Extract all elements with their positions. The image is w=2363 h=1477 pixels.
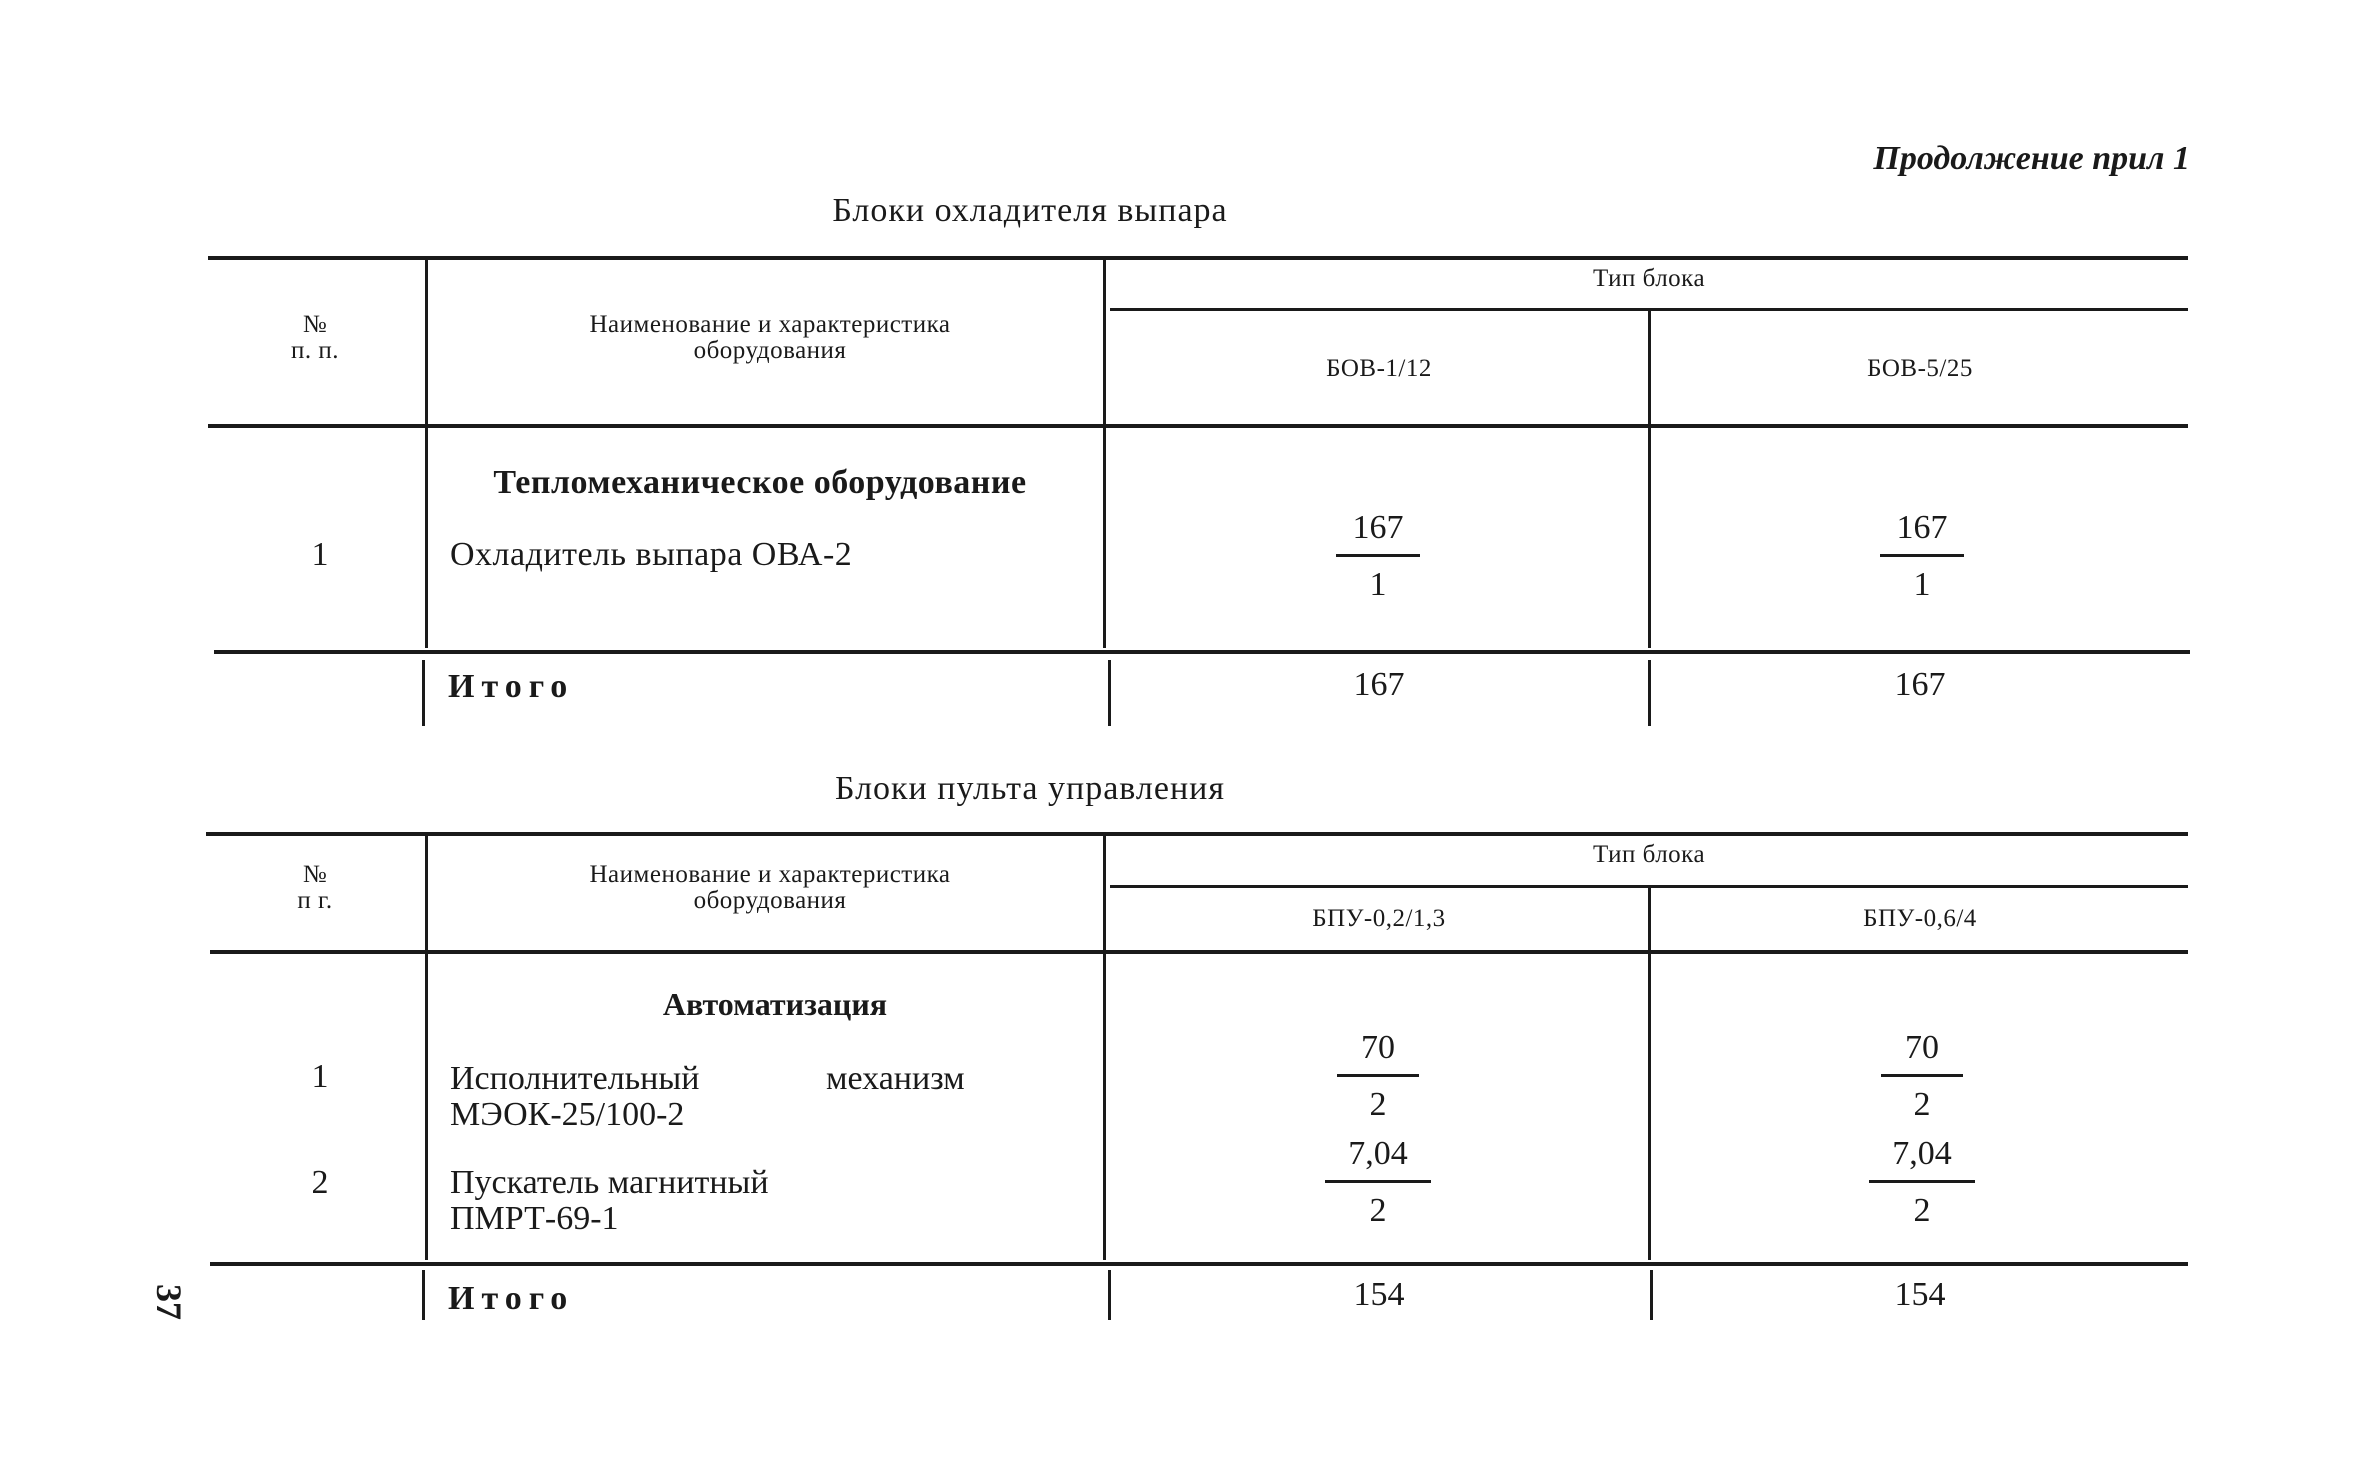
table1-title: Блоки охладителя выпара [832,192,1228,229]
table1-row1-num: 1 [311,536,329,573]
col-name-line1: Наименование и характеристика [589,861,951,888]
table1-col-name-header [460,312,1080,364]
table2-row2-name-line1: Пускатель магнитный [450,1164,769,1201]
table1-col-num-header [250,312,380,364]
fraction-denominator: 1 [1913,566,1931,603]
table2-row2-value2 [1852,1132,1992,1233]
table2-section-heading: Автоматизация [662,986,888,1022]
table2-row2-value1 [1308,1132,1448,1233]
table2-col-type-header: Тип блока [1592,841,1706,868]
fraction-bar [1880,554,1964,557]
table2-top-rule [206,832,2188,836]
page-number: 37 [149,1284,189,1320]
table2-row1-num: 1 [311,1058,329,1095]
continuation-note: Продолжение прил 1 [1873,140,2190,177]
fraction-denominator: 2 [1369,1086,1387,1123]
fraction-bar [1869,1180,1975,1183]
table1-section-heading: Тепломеханическое оборудование [493,464,1027,501]
table2-col-name-header [460,862,1080,914]
table1-vline-2 [1103,258,1106,424]
table1-vline-1 [425,258,428,424]
table2-title: Блоки пульта управления [835,770,1225,807]
fraction-denominator: 2 [1913,1192,1931,1229]
table2-row1-name-word1: Исполнительный [450,1060,700,1097]
table1-vline-2b [1103,428,1106,648]
fraction-bar [1336,554,1420,557]
table2-row1-value1 [1318,1026,1438,1127]
fraction-numerator: 7,04 [1892,1135,1952,1172]
table2-total-label: Итого [448,1280,575,1317]
table2-type-1: БПУ-0,2/1,3 [1312,905,1446,932]
table2-type-2: БПУ-0,6/4 [1863,905,1977,932]
table2-vline-2b [1103,954,1106,1260]
table1-total-rule [214,650,2190,654]
fraction-bar [1325,1180,1431,1183]
col-num-symbol: № [302,861,328,888]
table1-total-2: 167 [1894,666,1946,703]
col-name-line1: Наименование и характеристика [589,311,951,338]
table2-col-num-header [250,862,380,914]
table1-type-2: БОВ-5/25 [1867,355,1973,382]
table2-vline-1b [425,954,428,1260]
table2-row2-name-line2: ПМРТ-69-1 [450,1200,619,1237]
table1-col-type-header: Тип блока [1592,265,1706,292]
col-name-line2: оборудования [693,887,847,914]
table1-vline-3 [1648,310,1651,424]
table1-type-1: БОВ-1/12 [1326,355,1432,382]
table1-vline-1b [425,428,428,648]
fraction-numerator: 70 [1905,1029,1939,1066]
fraction-numerator: 7,04 [1348,1135,1408,1172]
fraction-numerator: 167 [1896,509,1948,546]
col-num-symbol: № [302,311,328,338]
col-name-line2: оборудования [693,337,847,364]
table2-total-1: 154 [1353,1276,1405,1313]
col-num-abbr: п. п. [290,337,339,364]
col-num-abbr: п г. [297,887,333,914]
fraction-denominator: 2 [1369,1192,1387,1229]
table1-header-rule [208,424,2188,428]
table1-total-label: Итого [448,668,575,705]
table2-vline-1c [422,1270,425,1320]
table2-vline-3 [1648,888,1651,950]
table2-row1-value2 [1862,1026,1982,1127]
table1-vline-1c [422,660,425,726]
table2-header-rule [210,950,2188,954]
table1-row1-value2 [1862,506,1982,607]
table1-row1-value1 [1318,506,1438,607]
table1-total-1: 167 [1353,666,1405,703]
table1-vline-3c [1648,660,1651,726]
table2-vline-3b [1648,954,1651,1260]
table2-vline-1 [425,836,428,950]
table2-row1-name-line2: МЭОК-25/100-2 [450,1096,685,1133]
fraction-denominator: 2 [1913,1086,1931,1123]
fraction-denominator: 1 [1369,566,1387,603]
table2-vline-2 [1103,836,1106,950]
table1-top-rule [208,256,2188,260]
table2-row1-name-word2: механизм [826,1060,965,1097]
table1-vline-3b [1648,428,1651,648]
fraction-numerator: 70 [1361,1029,1395,1066]
fraction-bar [1881,1074,1963,1077]
table1-row1-name: Охладитель выпара ОВА-2 [450,536,853,573]
fraction-bar [1337,1074,1419,1077]
table2-total-2: 154 [1894,1276,1946,1313]
table2-total-rule [210,1262,2188,1266]
table2-row2-num: 2 [311,1164,329,1201]
fraction-numerator: 167 [1352,509,1404,546]
